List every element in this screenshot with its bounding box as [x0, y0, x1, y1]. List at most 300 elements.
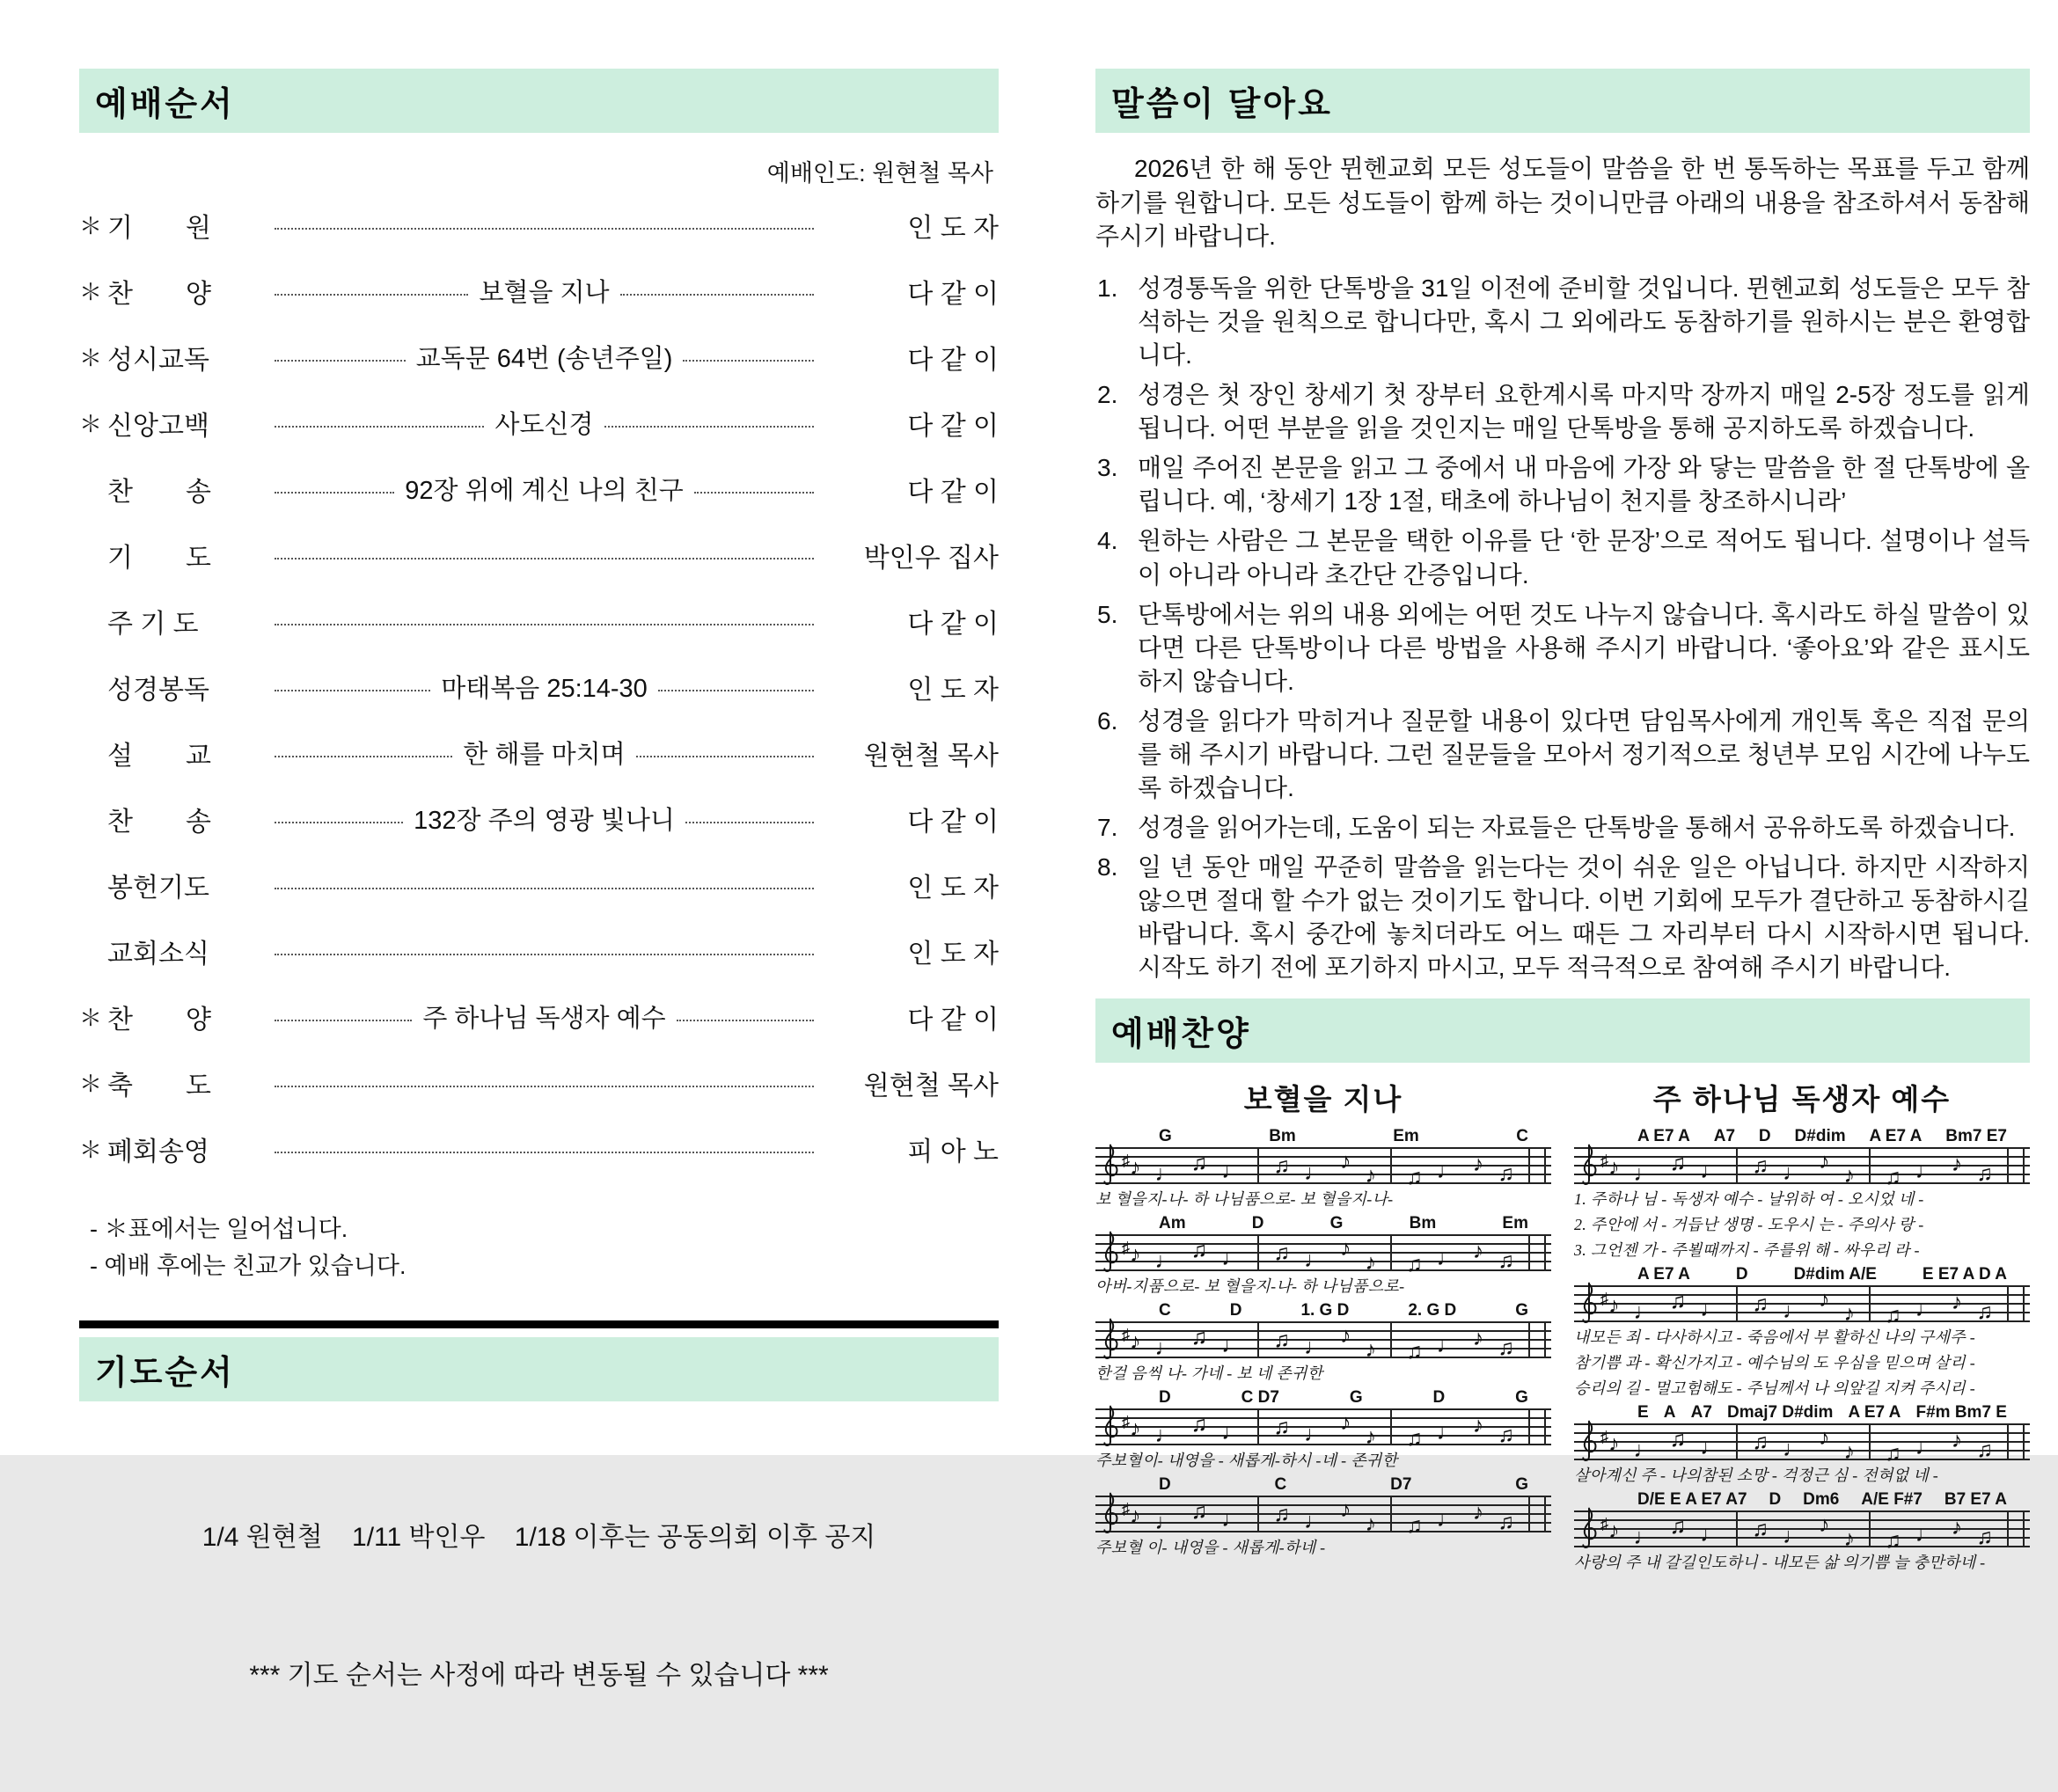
chord-label: G	[1329, 1214, 1344, 1233]
music-note: ♩	[1633, 1437, 1656, 1462]
music-note: ♪	[1472, 1151, 1484, 1176]
lyric-line: 2. 주안에 서 - 거듭난 생명 - 도우시 는 - 주의사 랑 -	[1574, 1216, 1924, 1234]
music-note: ♫	[1752, 1429, 1769, 1454]
worship-item-detail: 한 해를 마치며	[463, 741, 626, 769]
music-note: ♩	[1915, 1521, 1937, 1547]
music-note: ♫	[1498, 1160, 1514, 1186]
worship-item-assignee: 다 같 이	[907, 477, 999, 507]
music-note: ♩	[1221, 1158, 1244, 1183]
music-note: ♫	[1976, 1160, 1993, 1186]
music-note: ♫	[1190, 1498, 1208, 1524]
chord-label: F#m Bm7 E	[1915, 1403, 2007, 1423]
music-note: ♪	[1472, 1238, 1484, 1263]
staff-notes	[1130, 1148, 1546, 1189]
worship-row	[79, 786, 999, 852]
stand-asterisk: ＊	[79, 1005, 103, 1031]
music-note: ♪	[1951, 1151, 1963, 1176]
lyric-line: 주보혈이- 내영을 - 새롭게-하시 -네 - 존귀한	[1095, 1452, 1398, 1470]
chord-label: G	[1349, 1388, 1363, 1408]
chord-label: D	[1229, 1301, 1242, 1320]
treble-clef-icon	[1101, 1405, 1120, 1449]
music-note: ♪	[1130, 1241, 1141, 1267]
dotted-leader	[275, 822, 403, 823]
worship-row	[79, 258, 999, 324]
stand-asterisk: ＊	[79, 279, 103, 305]
music-note: ♩	[1154, 1422, 1177, 1447]
music-note: ♫	[1190, 1150, 1208, 1175]
bar-line	[1390, 1235, 1392, 1270]
music-note: ♪	[1130, 1415, 1141, 1441]
music-note: ♪	[1819, 1424, 1830, 1450]
chord-label: B7 E7 A	[1944, 1490, 2007, 1510]
bar-line	[1257, 1496, 1259, 1532]
word-item-number: 8.	[1097, 853, 1118, 881]
chord-label: D	[1251, 1214, 1264, 1233]
treble-clef-icon	[1101, 1231, 1120, 1275]
music-note: ♫	[1406, 1512, 1423, 1538]
bar-line	[1528, 1148, 1530, 1183]
music-note: ♩	[1221, 1245, 1244, 1270]
word-item-text: 성경은 첫 장인 창세기 첫 장부터 요한계시록 마지막 장까지 매일 2-5장 정도를 읽게 됩니다. 어떤 부분을 읽을 것인지는 매일 단톡방을 통해 공지하도록 하겠습니다.	[1138, 381, 2030, 443]
bar-line	[1544, 1496, 1546, 1532]
chord-label: 2. G D	[1408, 1301, 1457, 1320]
staff-lines	[1574, 1510, 2030, 1553]
worship-item-detail: 보혈을 지나	[479, 279, 610, 307]
chord-label: G	[1515, 1475, 1528, 1495]
music-note: ♫	[1885, 1527, 1901, 1553]
chord-label: A E7 A	[1637, 1265, 1690, 1284]
staff-notes	[1130, 1322, 1546, 1364]
treble-clef-icon	[1579, 1507, 1599, 1551]
music-note: ♩	[1915, 1296, 1937, 1321]
chord-line	[1095, 1214, 1551, 1234]
staff-lines	[1574, 1147, 2030, 1189]
chord-label: A E7 A	[1848, 1403, 1901, 1423]
music-note: ♩	[1304, 1421, 1326, 1446]
music-note: ♪	[1608, 1518, 1620, 1543]
lyric-line: 한걸 음씩 나- 가네 - 보 네 존귀한	[1095, 1364, 1323, 1383]
worship-footnote: - 예배 후에는 친교가 있습니다.	[90, 1252, 406, 1279]
key-signature-sharp: ♯	[1600, 1289, 1608, 1307]
treble-clef-icon	[1101, 1144, 1120, 1188]
chord-label: C D7	[1241, 1388, 1279, 1408]
music-note: ♫	[1669, 1150, 1687, 1175]
lyric-line: 3. 그언젠 가 - 주뵐때까지 - 주를위 해 - 싸우리 라 -	[1574, 1241, 1920, 1260]
chord-label: C	[1516, 1127, 1528, 1146]
worship-item-label: 찬 송	[107, 477, 211, 507]
chord-label: E	[1637, 1403, 1649, 1423]
bar-line	[1528, 1409, 1530, 1445]
chord-label: D#dim	[1794, 1127, 1846, 1146]
music-note: ♩	[1304, 1334, 1326, 1359]
bar-line	[1257, 1235, 1259, 1270]
music-note: ♪	[1365, 1249, 1376, 1275]
music-note: ♩	[1633, 1524, 1656, 1549]
worship-item-assignee: 박인우 집사	[863, 543, 999, 573]
worship-item-detail: 주 하나님 독생자 예수	[422, 1005, 666, 1033]
music-note: ♩	[1436, 1332, 1459, 1357]
song	[1574, 1073, 2030, 1577]
staff-lines	[1095, 1408, 1551, 1451]
music-note: ♩	[1436, 1419, 1459, 1445]
music-note: ♫	[1406, 1338, 1423, 1364]
music-note: ♪	[1608, 1154, 1620, 1180]
word-item-number: 1.	[1097, 274, 1118, 302]
music-note: ♩	[1154, 1509, 1177, 1534]
music-stave	[1574, 1127, 2030, 1261]
staff-notes	[1608, 1286, 2025, 1328]
dotted-leader	[658, 690, 814, 691]
music-note: ♪	[1608, 1292, 1620, 1318]
music-note: ♪	[1843, 1162, 1855, 1188]
music-note: ♩	[1304, 1159, 1326, 1185]
song-title: 주 하나님 독생자 예수	[1652, 1083, 1952, 1116]
music-note: ♪	[1365, 1162, 1376, 1188]
music-note: ♩	[1436, 1506, 1459, 1532]
right-column	[1095, 69, 2030, 1577]
worship-row	[79, 588, 999, 654]
worship-footnotes	[79, 1211, 999, 1285]
word-item-text: 매일 주어진 본문을 읽고 그 중에서 내 마음에 가장 와 닿는 말씀을 한 절 단톡방에 올립니다. 예, ‘창세기 1장 1절, 태초에 하나님이 천지를 창조하시니라’	[1138, 454, 2030, 516]
word-item-number: 2.	[1097, 381, 1118, 409]
word-item-number: 7.	[1097, 814, 1118, 842]
staff-notes	[1130, 1496, 1546, 1538]
worship-row	[79, 522, 999, 588]
stand-asterisk: ＊	[79, 411, 103, 437]
key-signature-sharp: ♯	[1122, 1499, 1130, 1518]
music-note: ♫	[1885, 1164, 1901, 1189]
word-list-item	[1095, 451, 2030, 518]
bar-line	[1390, 1409, 1392, 1445]
music-note: ♪	[1130, 1154, 1141, 1180]
chord-label: Dm6	[1803, 1490, 1840, 1510]
bar-line	[1390, 1496, 1392, 1532]
bar-line	[2007, 1286, 2009, 1321]
word-item-number: 4.	[1097, 527, 1118, 555]
lyric-line: 아버-지품으로- 보 혈을지-나- 하 나님품으로-	[1095, 1277, 1405, 1296]
music-note: ♫	[1498, 1509, 1514, 1534]
chord-label: D	[1769, 1490, 1782, 1510]
dotted-leader	[694, 492, 814, 494]
music-note: ♪	[1365, 1510, 1376, 1536]
word-list-item	[1095, 851, 2030, 984]
worship-item-assignee: 원현철 목사	[863, 1071, 999, 1101]
treble-clef-icon	[1579, 1144, 1599, 1188]
worship-item-label: 주 기 도	[107, 609, 199, 639]
bar-line	[1528, 1235, 1530, 1270]
music-note: ♪	[1340, 1148, 1351, 1174]
lyric-line: 참기쁨 과 - 확신가지고 - 예수님의 도 우심을 믿으며 살리 -	[1574, 1354, 1976, 1372]
worship-item-label: 찬 양	[107, 279, 211, 309]
music-note: ♪	[1951, 1289, 1963, 1314]
worship-item-label: 축 도	[107, 1071, 211, 1101]
dotted-leader	[275, 888, 814, 889]
lyric-line: 사랑의 주 내 갈길인도하니 - 내모든 삶 의기쁨 늘 충만하네 -	[1574, 1554, 1986, 1572]
music-note: ♩	[1783, 1159, 1805, 1185]
music-stave	[1574, 1265, 2030, 1399]
music-note: ♩	[1700, 1521, 1723, 1547]
music-note: ♫	[1273, 1152, 1290, 1178]
worship-row	[79, 192, 999, 258]
worship-item-detail: 132장 주의 영광 빛나니	[414, 807, 675, 835]
word-list-item	[1095, 811, 2030, 845]
lyric-line: 주보혈 이- 내영을 - 새롭게-하네 -	[1095, 1539, 1326, 1557]
music-note: ♫	[1406, 1251, 1423, 1276]
worship-row	[79, 654, 999, 720]
worship-leader-line: 예배인도: 원현철 목사	[766, 160, 993, 187]
music-note: ♪	[1472, 1412, 1484, 1437]
dotted-leader	[636, 756, 814, 757]
music-note: ♩	[1304, 1247, 1326, 1272]
worship-item-label: 봉헌기도	[107, 873, 209, 903]
word-item-text: 성경통독을 위한 단톡방을 31일 이전에 준비할 것입니다. 뮌헨교회 성도들은 모두 참석하는 것을 원칙으로 합니다만, 혹시 그 외에라도 동참하기를 원하시는 분은 환영합니다.	[1138, 274, 2030, 369]
music-note: ♩	[1700, 1296, 1723, 1321]
chord-label: D#dim A/E	[1793, 1265, 1877, 1284]
dotted-leader	[275, 492, 394, 494]
dotted-leader	[275, 228, 814, 230]
dotted-leader	[275, 1086, 814, 1087]
chord-label: D	[1432, 1388, 1446, 1408]
word-list-item	[1095, 524, 2030, 591]
worship-item-detail: 교독문 64번 (송년주일)	[415, 345, 673, 373]
worship-item-label: 성시교독	[107, 345, 209, 375]
chord-label: G	[1515, 1301, 1528, 1320]
prayer-order-header: 기도순서	[79, 1337, 999, 1401]
chord-label: A/E F#7	[1861, 1490, 1923, 1510]
stand-asterisk: ＊	[79, 1071, 103, 1097]
worship-item-assignee: 다 같 이	[907, 411, 999, 441]
music-note: ♩	[1436, 1158, 1459, 1183]
music-note: ♫	[1752, 1291, 1769, 1316]
chord-label: D	[1159, 1475, 1171, 1495]
dotted-leader	[275, 294, 468, 296]
word-item-text: 성경을 읽어가는데, 도움이 되는 자료들은 단톡방을 통해서 공유하도록 하겠습니다.	[1138, 814, 2016, 842]
dotted-leader	[275, 558, 814, 560]
word-list-item	[1095, 705, 2030, 805]
lyric-line: 보 혈을지-나- 하 나님품으로- 보 혈을지-나-	[1095, 1190, 1394, 1209]
worship-item-assignee: 인 도 자	[907, 675, 1000, 705]
prayer-notice-line: *** 기도 순서는 사정에 따라 변동될 수 있습니다 ***	[249, 1661, 829, 1691]
bar-line	[2007, 1511, 2009, 1547]
worship-item-detail: 마태복음 25:14-30	[441, 675, 648, 703]
music-note: ♫	[1406, 1164, 1423, 1189]
bar-line	[2023, 1148, 2025, 1183]
music-stave	[1574, 1490, 2030, 1573]
worship-item-assignee: 다 같 이	[907, 279, 1000, 309]
chord-label: 1. G D	[1300, 1301, 1350, 1320]
chord-label: Bm	[1269, 1127, 1296, 1146]
music-note: ♩	[1633, 1160, 1656, 1186]
word-numbered-list	[1095, 272, 2030, 985]
word-list-item	[1095, 378, 2030, 445]
bar-line	[1869, 1286, 1871, 1321]
bar-line	[1736, 1511, 1738, 1547]
word-item-number: 6.	[1097, 706, 1118, 735]
worship-row	[79, 984, 999, 1050]
dotted-leader	[275, 1020, 412, 1021]
music-note: ♫	[1885, 1440, 1901, 1466]
worship-order-list	[79, 192, 999, 1181]
staff-lines	[1095, 1496, 1551, 1538]
word-item-number: 3.	[1097, 454, 1118, 482]
worship-footnote: - ＊표에서는 일어섭니다.	[90, 1216, 348, 1242]
dotted-leader	[275, 360, 406, 362]
music-note: ♩	[1783, 1523, 1805, 1548]
chord-label: D	[1159, 1388, 1171, 1408]
music-note: ♫	[1498, 1247, 1514, 1273]
key-signature-sharp: ♯	[1600, 1151, 1608, 1169]
key-signature-sharp: ♯	[1122, 1238, 1130, 1256]
worship-item-assignee: 인 도 자	[907, 873, 999, 903]
chord-label: Em	[1502, 1214, 1528, 1233]
bar-line	[1544, 1235, 1546, 1270]
bar-line	[1528, 1496, 1530, 1532]
worship-item-label: 기 도	[107, 543, 211, 573]
music-note: ♪	[1843, 1525, 1855, 1551]
music-note: ♩	[1436, 1245, 1459, 1270]
dotted-leader	[275, 954, 814, 955]
music-note: ♪	[1340, 1496, 1351, 1522]
key-signature-sharp: ♯	[1122, 1325, 1130, 1343]
staff-lines	[1574, 1285, 2030, 1328]
music-note: ♪	[1340, 1322, 1351, 1348]
music-note: ♫	[1498, 1422, 1514, 1447]
song	[1095, 1073, 1551, 1577]
music-note: ♪	[1819, 1511, 1830, 1537]
music-note: ♫	[1976, 1437, 1993, 1462]
chord-label: A7	[1713, 1127, 1736, 1146]
worship-row	[79, 918, 999, 984]
worship-item-detail: 사도신경	[494, 411, 594, 439]
worship-item-detail: 92장 위에 계신 나의 친구	[405, 477, 684, 505]
bar-line	[1736, 1286, 1738, 1321]
worship-item-label: 신앙고백	[107, 411, 209, 441]
chord-label: A E7 A	[1637, 1127, 1690, 1146]
music-note: ♪	[1130, 1328, 1141, 1354]
chord-line	[1574, 1403, 2030, 1423]
stand-asterisk: ＊	[79, 213, 103, 239]
word-item-text: 일 년 동안 매일 꾸준히 말씀을 읽는다는 것이 쉬운 일은 아닙니다. 하지만 시작하지 않으면 절대 할 수가 없는 것이기도 합니다. 이번 기회에 모두가 결단하고 동참하시길 바랍니다. 혹시 중간에 놓치더라도 어느 때든 그 자리부터 다시 시작하시면 됩니다. 시작도 하기 전에 포기하지 마시고, 모두 적극적으로 참여해 주시기 바랍니다.	[1138, 853, 2030, 982]
staff-lines	[1574, 1423, 2030, 1466]
worship-row	[79, 456, 999, 522]
worship-item-label: 교회소식	[107, 939, 209, 969]
chord-label: Bm	[1409, 1214, 1437, 1233]
word-list-item	[1095, 272, 2030, 372]
music-note: ♪	[1843, 1438, 1855, 1464]
music-stave	[1095, 1301, 1551, 1384]
key-signature-sharp: ♯	[1600, 1427, 1608, 1445]
key-signature-sharp: ♯	[1122, 1151, 1130, 1169]
chord-label: D/E E A E7 A7	[1637, 1490, 1747, 1510]
stand-asterisk: ＊	[79, 345, 103, 371]
bar-line	[2007, 1148, 2009, 1183]
music-note: ♫	[1406, 1425, 1423, 1451]
music-note: ♫	[1190, 1324, 1208, 1349]
worship-row	[79, 720, 999, 786]
worship-item-label: 찬 송	[107, 807, 211, 837]
music-note: ♫	[1190, 1411, 1208, 1437]
staff-lines	[1095, 1147, 1551, 1189]
music-stave	[1095, 1127, 1551, 1210]
staff-lines	[1095, 1234, 1551, 1276]
praise-songs	[1095, 1073, 2030, 1577]
chord-label: A E7 A	[1869, 1127, 1923, 1146]
worship-item-label: 찬 양	[107, 1005, 211, 1035]
staff-notes	[1608, 1424, 2025, 1466]
treble-clef-icon	[1101, 1492, 1120, 1536]
worship-item-assignee: 다 같 이	[907, 807, 1000, 837]
dotted-leader	[275, 1152, 814, 1153]
music-note: ♪	[1951, 1427, 1963, 1452]
music-note: ♫	[1885, 1302, 1901, 1328]
music-note: ♩	[1154, 1335, 1177, 1360]
worship-item-label: 기 원	[107, 213, 211, 243]
key-signature-sharp: ♯	[1122, 1412, 1130, 1430]
music-note: ♪	[1340, 1409, 1351, 1435]
chord-line	[1095, 1475, 1551, 1496]
music-note: ♫	[1976, 1298, 1993, 1324]
worship-row	[79, 390, 999, 456]
music-note: ♪	[1843, 1300, 1855, 1326]
word-item-text: 단톡방에서는 위의 내용 외에는 어떤 것도 나누지 않습니다. 혹시라도 하실 말씀이 있다면 다른 단톡방이나 다른 방법을 사용해 주시기 바랍니다. ‘좋아요’와 같은 표시도 하지 않습니다.	[1138, 600, 2030, 695]
chord-label: D	[1758, 1127, 1771, 1146]
music-note: ♪	[1819, 1286, 1830, 1312]
chord-line	[1095, 1301, 1551, 1321]
music-note: ♩	[1221, 1419, 1244, 1445]
bar-line	[2023, 1424, 2025, 1459]
music-note: ♪	[1340, 1235, 1351, 1261]
worship-row	[79, 1115, 999, 1181]
word-intro-paragraph: 2026년 한 해 동안 뮌헨교회 모든 성도들이 말씀을 한 번 통독하는 목표를 두고 함께 하기를 원합니다. 모든 성도들이 함께 하는 것이니만큼 아래의 내용을 참조하셔서 동참해 주시기 바랍니다.	[1095, 155, 2030, 251]
music-note: ♩	[1304, 1508, 1326, 1533]
treble-clef-icon	[1101, 1318, 1120, 1362]
music-note: ♫	[1976, 1524, 1993, 1549]
music-note: ♩	[1154, 1160, 1177, 1186]
music-note: ♪	[1365, 1336, 1376, 1362]
bar-line	[1390, 1148, 1392, 1183]
music-note: ♫	[1190, 1237, 1208, 1262]
music-note: ♪	[1365, 1423, 1376, 1449]
treble-clef-icon	[1579, 1282, 1599, 1326]
chord-label: A	[1663, 1403, 1676, 1423]
chord-label: Am	[1159, 1214, 1186, 1233]
lyric-line: 살아계신 주 - 나의참된 소망 - 걱정근 심 - 전혀없 네 -	[1574, 1467, 1939, 1485]
chord-label: Dmaj7 D#dim	[1727, 1403, 1834, 1423]
lyric-line: 1. 주하나 님 - 독생자 예수 - 날위하 여 - 오시었 네 -	[1574, 1190, 1924, 1209]
music-note: ♩	[1154, 1247, 1177, 1273]
music-stave	[1574, 1403, 2030, 1486]
worship-row	[79, 852, 999, 918]
chord-line	[1095, 1388, 1551, 1408]
song-title: 보혈을 지나	[1243, 1083, 1403, 1116]
praise-section-header: 예배찬양	[1095, 998, 2030, 1063]
music-note: ♩	[1915, 1434, 1937, 1459]
bar-line	[1736, 1424, 1738, 1459]
staff-notes	[1608, 1511, 2025, 1553]
dotted-leader	[677, 1020, 814, 1021]
worship-item-assignee: 다 같 이	[907, 1005, 999, 1035]
music-note: ♫	[1273, 1414, 1290, 1439]
worship-order-header: 예배순서	[79, 69, 999, 133]
bar-line	[1257, 1322, 1259, 1357]
music-note: ♫	[1752, 1152, 1769, 1178]
worship-item-label: 설 교	[107, 741, 211, 771]
word-item-text: 원하는 사람은 그 본문을 택한 이유를 단 ‘한 문장’으로 적어도 됩니다. 설명이나 설득이 아니라 아니라 초간단 간증입니다.	[1138, 527, 2030, 589]
worship-row	[79, 324, 999, 390]
music-note: ♫	[1273, 1327, 1290, 1352]
music-note: ♫	[1273, 1501, 1290, 1526]
staff-lines	[1095, 1321, 1551, 1364]
